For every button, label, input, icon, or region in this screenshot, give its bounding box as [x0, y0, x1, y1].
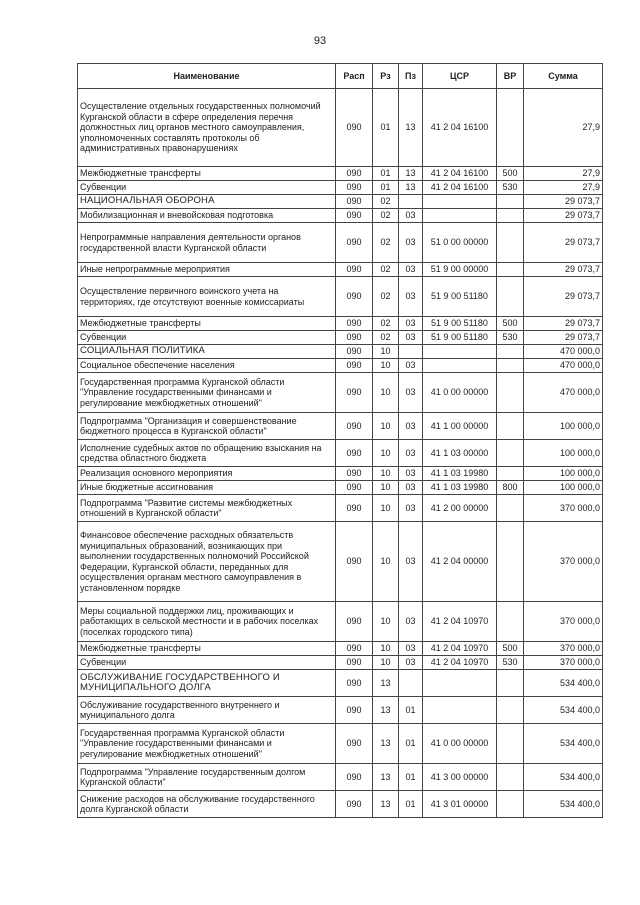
cell-vr	[497, 263, 524, 277]
cell-name: Подпрограмма "Организация и совершенствование бюджетного процесса в Курганской области"	[78, 413, 336, 440]
cell-name: СОЦИАЛЬНАЯ ПОЛИТИКА	[78, 345, 336, 359]
cell-rz: 01	[373, 167, 399, 181]
cell-rz: 10	[373, 656, 399, 670]
cell-sum: 534 400,0	[524, 724, 603, 764]
cell-pz	[399, 195, 423, 209]
cell-csr	[423, 209, 497, 223]
table-row	[78, 167, 603, 181]
table-row	[78, 277, 603, 317]
cell-pz: 01	[399, 724, 423, 764]
cell-name: Межбюджетные трансферты	[78, 642, 336, 656]
cell-rz: 10	[373, 345, 399, 359]
cell-csr	[423, 697, 497, 724]
cell-rz: 02	[373, 277, 399, 317]
cell-csr: 41 2 04 10970	[423, 656, 497, 670]
cell-pz	[399, 345, 423, 359]
cell-csr: 41 2 04 10970	[423, 602, 497, 642]
cell-rasp: 090	[336, 642, 373, 656]
cell-pz: 03	[399, 263, 423, 277]
cell-rasp: 090	[336, 656, 373, 670]
cell-rz: 02	[373, 263, 399, 277]
cell-sum: 534 400,0	[524, 670, 603, 697]
cell-sum: 100 000,0	[524, 413, 603, 440]
cell-name: Осуществление отдельных государственных полномочий Курганской области в сфере определения перечня должностных лиц органов местного самоуправления, уполномоченных составлять протоколы об административных правонарушениях	[78, 89, 336, 167]
cell-vr	[497, 359, 524, 373]
cell-name: Непрограммные направления деятельности органов государственной власти Курганской области	[78, 223, 336, 263]
cell-vr	[497, 697, 524, 724]
cell-vr	[497, 195, 524, 209]
cell-rz: 10	[373, 481, 399, 495]
cell-csr: 41 2 04 00000	[423, 522, 497, 602]
cell-sum: 27,9	[524, 167, 603, 181]
cell-rz: 02	[373, 317, 399, 331]
cell-rz: 10	[373, 602, 399, 642]
table-row	[78, 642, 603, 656]
cell-csr: 41 3 01 00000	[423, 791, 497, 818]
cell-csr: 51 9 00 00000	[423, 263, 497, 277]
cell-pz: 03	[399, 359, 423, 373]
cell-rasp: 090	[336, 167, 373, 181]
cell-name: Иные непрограммные мероприятия	[78, 263, 336, 277]
cell-rasp: 090	[336, 602, 373, 642]
table-row	[78, 467, 603, 481]
cell-pz: 03	[399, 317, 423, 331]
cell-rasp: 090	[336, 195, 373, 209]
cell-name: Субвенции	[78, 181, 336, 195]
cell-rasp: 090	[336, 345, 373, 359]
header-name: Наименование	[78, 64, 336, 89]
cell-sum: 470 000,0	[524, 359, 603, 373]
cell-sum: 29 073,7	[524, 317, 603, 331]
cell-vr	[497, 440, 524, 467]
cell-name: Государственная программа Курганской области "Управление государственными финансами и регулирование межбюджетных отношений"	[78, 724, 336, 764]
cell-csr: 41 1 03 19980	[423, 481, 497, 495]
header-rasp: Расп	[336, 64, 373, 89]
cell-name: Государственная программа Курганской области "Управление государственными финансами и регулирование межбюджетных отношений"	[78, 373, 336, 413]
cell-name: Обслуживание государственного внутреннего и муниципального долга	[78, 697, 336, 724]
cell-rasp: 090	[336, 724, 373, 764]
cell-csr: 41 2 04 16100	[423, 89, 497, 167]
cell-name: Иные бюджетные ассигнования	[78, 481, 336, 495]
cell-rasp: 090	[336, 467, 373, 481]
cell-pz: 03	[399, 223, 423, 263]
table-body	[78, 89, 603, 818]
cell-name: Подпрограмма "Управление государственным долгом Курганской области"	[78, 764, 336, 791]
cell-rz: 10	[373, 359, 399, 373]
cell-sum: 29 073,7	[524, 331, 603, 345]
cell-sum: 100 000,0	[524, 467, 603, 481]
table-row	[78, 791, 603, 818]
table-row	[78, 481, 603, 495]
cell-csr: 41 3 00 00000	[423, 764, 497, 791]
header-sum: Сумма	[524, 64, 603, 89]
cell-sum: 27,9	[524, 181, 603, 195]
cell-rasp: 090	[336, 413, 373, 440]
cell-name: Мобилизационная и вневойсковая подготовка	[78, 209, 336, 223]
cell-pz: 13	[399, 89, 423, 167]
cell-pz: 03	[399, 467, 423, 481]
cell-sum: 370 000,0	[524, 602, 603, 642]
cell-csr: 41 2 04 16100	[423, 167, 497, 181]
cell-rasp: 090	[336, 263, 373, 277]
cell-rasp: 090	[336, 481, 373, 495]
cell-pz: 03	[399, 495, 423, 522]
cell-pz: 01	[399, 764, 423, 791]
table-row	[78, 359, 603, 373]
cell-csr: 41 1 03 00000	[423, 440, 497, 467]
header-csr: ЦСР	[423, 64, 497, 89]
cell-sum: 100 000,0	[524, 440, 603, 467]
cell-pz	[399, 670, 423, 697]
cell-pz: 03	[399, 522, 423, 602]
page-number: 93	[313, 35, 327, 47]
cell-vr	[497, 670, 524, 697]
cell-csr: 51 9 00 51180	[423, 277, 497, 317]
table-row	[78, 345, 603, 359]
cell-rasp: 090	[336, 697, 373, 724]
cell-pz: 03	[399, 331, 423, 345]
table-row	[78, 697, 603, 724]
cell-rz: 10	[373, 413, 399, 440]
cell-vr: 500	[497, 167, 524, 181]
cell-rasp: 090	[336, 440, 373, 467]
cell-sum: 534 400,0	[524, 764, 603, 791]
cell-name: Межбюджетные трансферты	[78, 317, 336, 331]
cell-vr	[497, 522, 524, 602]
cell-rasp: 090	[336, 359, 373, 373]
cell-csr	[423, 195, 497, 209]
cell-rz: 13	[373, 764, 399, 791]
cell-name: Меры социальной поддержки лиц, проживающих и работающих в сельской местности и в рабочих поселках (поселках городского типа)	[78, 602, 336, 642]
cell-rz: 13	[373, 724, 399, 764]
cell-csr: 41 0 00 00000	[423, 373, 497, 413]
cell-sum: 370 000,0	[524, 642, 603, 656]
table-row	[78, 181, 603, 195]
table-row	[78, 209, 603, 223]
cell-csr: 41 2 04 10970	[423, 642, 497, 656]
table-row	[78, 263, 603, 277]
cell-vr: 500	[497, 642, 524, 656]
cell-rz: 10	[373, 642, 399, 656]
cell-vr: 500	[497, 317, 524, 331]
cell-vr	[497, 223, 524, 263]
table-row	[78, 413, 603, 440]
cell-rz: 02	[373, 223, 399, 263]
cell-pz: 03	[399, 602, 423, 642]
table-row	[78, 724, 603, 764]
cell-pz: 01	[399, 791, 423, 818]
cell-sum: 534 400,0	[524, 791, 603, 818]
cell-vr	[497, 791, 524, 818]
cell-pz: 03	[399, 656, 423, 670]
cell-rz: 10	[373, 495, 399, 522]
table-row	[78, 764, 603, 791]
table-row	[78, 331, 603, 345]
cell-rz: 10	[373, 373, 399, 413]
cell-rasp: 090	[336, 181, 373, 195]
cell-rz: 02	[373, 209, 399, 223]
cell-vr	[497, 724, 524, 764]
table-row	[78, 373, 603, 413]
table-row	[78, 195, 603, 209]
cell-vr	[497, 602, 524, 642]
cell-csr: 51 9 00 51180	[423, 317, 497, 331]
cell-rasp: 090	[336, 317, 373, 331]
table-row	[78, 602, 603, 642]
cell-vr	[497, 467, 524, 481]
cell-pz: 13	[399, 167, 423, 181]
cell-rasp: 090	[336, 223, 373, 263]
cell-pz: 03	[399, 277, 423, 317]
cell-sum: 29 073,7	[524, 195, 603, 209]
table-row	[78, 656, 603, 670]
cell-csr: 41 1 00 00000	[423, 413, 497, 440]
cell-vr	[497, 413, 524, 440]
cell-rasp: 090	[336, 277, 373, 317]
header-vr: ВР	[497, 64, 524, 89]
table-row	[78, 317, 603, 331]
cell-sum: 29 073,7	[524, 223, 603, 263]
table-row	[78, 670, 603, 697]
cell-vr	[497, 89, 524, 167]
cell-name: ОБСЛУЖИВАНИЕ ГОСУДАРСТВЕННОГО И МУНИЦИПАЛЬНОГО ДОЛГА	[78, 670, 336, 697]
cell-name: Субвенции	[78, 331, 336, 345]
cell-pz: 03	[399, 373, 423, 413]
cell-name: Межбюджетные трансферты	[78, 167, 336, 181]
cell-rz: 02	[373, 195, 399, 209]
cell-sum: 534 400,0	[524, 697, 603, 724]
cell-csr	[423, 359, 497, 373]
cell-rasp: 090	[336, 373, 373, 413]
cell-csr: 41 1 03 19980	[423, 467, 497, 481]
cell-pz: 03	[399, 209, 423, 223]
table-row	[78, 89, 603, 167]
cell-sum: 27,9	[524, 89, 603, 167]
cell-sum: 29 073,7	[524, 277, 603, 317]
cell-vr	[497, 373, 524, 413]
cell-rz: 10	[373, 440, 399, 467]
cell-sum: 29 073,7	[524, 209, 603, 223]
table-header-row	[78, 64, 603, 89]
cell-rz: 13	[373, 697, 399, 724]
cell-name: Осуществление первичного воинского учета на территориях, где отсутствуют военные комиссариаты	[78, 277, 336, 317]
cell-rz: 10	[373, 467, 399, 481]
header-rz: Рз	[373, 64, 399, 89]
cell-name: Социальное обеспечение населения	[78, 359, 336, 373]
cell-csr	[423, 670, 497, 697]
table-row	[78, 522, 603, 602]
cell-vr: 530	[497, 331, 524, 345]
cell-rz: 01	[373, 89, 399, 167]
cell-sum: 470 000,0	[524, 373, 603, 413]
cell-pz: 13	[399, 181, 423, 195]
cell-vr: 530	[497, 181, 524, 195]
cell-rz: 02	[373, 331, 399, 345]
table-row	[78, 440, 603, 467]
cell-name: Подпрограмма "Развитие системы межбюджетных отношений в Курганской области"	[78, 495, 336, 522]
cell-vr	[497, 209, 524, 223]
cell-rz: 13	[373, 670, 399, 697]
cell-vr	[497, 345, 524, 359]
cell-vr	[497, 764, 524, 791]
cell-name: Субвенции	[78, 656, 336, 670]
budget-table	[77, 63, 603, 818]
cell-rasp: 090	[336, 209, 373, 223]
cell-rasp: 090	[336, 670, 373, 697]
cell-csr: 51 9 00 51180	[423, 331, 497, 345]
cell-name: Исполнение судебных актов по обращению взыскания на средства областного бюджета	[78, 440, 336, 467]
cell-sum: 29 073,7	[524, 263, 603, 277]
cell-sum: 470 000,0	[524, 345, 603, 359]
cell-rasp: 090	[336, 89, 373, 167]
header-pz: Пз	[399, 64, 423, 89]
cell-name: Реализация основного мероприятия	[78, 467, 336, 481]
cell-name: Финансовое обеспечение расходных обязательств муниципальных образований, возникающих при выполнении государственных полномочий Российской Федерации, Курганской области, переданных для осуществления органам местного самоуправления в установленном порядке	[78, 522, 336, 602]
cell-name: НАЦИОНАЛЬНАЯ ОБОРОНА	[78, 195, 336, 209]
cell-rasp: 090	[336, 495, 373, 522]
cell-rasp: 090	[336, 764, 373, 791]
cell-csr: 51 0 00 00000	[423, 223, 497, 263]
cell-pz: 03	[399, 413, 423, 440]
cell-vr: 530	[497, 656, 524, 670]
cell-sum: 370 000,0	[524, 522, 603, 602]
cell-name: Снижение расходов на обслуживание государственного долга Курганской области	[78, 791, 336, 818]
cell-csr: 41 2 04 16100	[423, 181, 497, 195]
cell-rz: 10	[373, 522, 399, 602]
table-row	[78, 495, 603, 522]
cell-rz: 13	[373, 791, 399, 818]
cell-vr	[497, 495, 524, 522]
cell-rz: 01	[373, 181, 399, 195]
cell-vr: 800	[497, 481, 524, 495]
cell-vr	[497, 277, 524, 317]
cell-pz: 03	[399, 642, 423, 656]
cell-sum: 100 000,0	[524, 481, 603, 495]
cell-sum: 370 000,0	[524, 656, 603, 670]
cell-csr: 41 0 00 00000	[423, 724, 497, 764]
cell-csr	[423, 345, 497, 359]
cell-pz: 03	[399, 440, 423, 467]
cell-pz: 03	[399, 481, 423, 495]
cell-csr: 41 2 00 00000	[423, 495, 497, 522]
cell-rasp: 090	[336, 791, 373, 818]
cell-sum: 370 000,0	[524, 495, 603, 522]
table-row	[78, 223, 603, 263]
cell-rasp: 090	[336, 331, 373, 345]
cell-pz: 01	[399, 697, 423, 724]
cell-rasp: 090	[336, 522, 373, 602]
